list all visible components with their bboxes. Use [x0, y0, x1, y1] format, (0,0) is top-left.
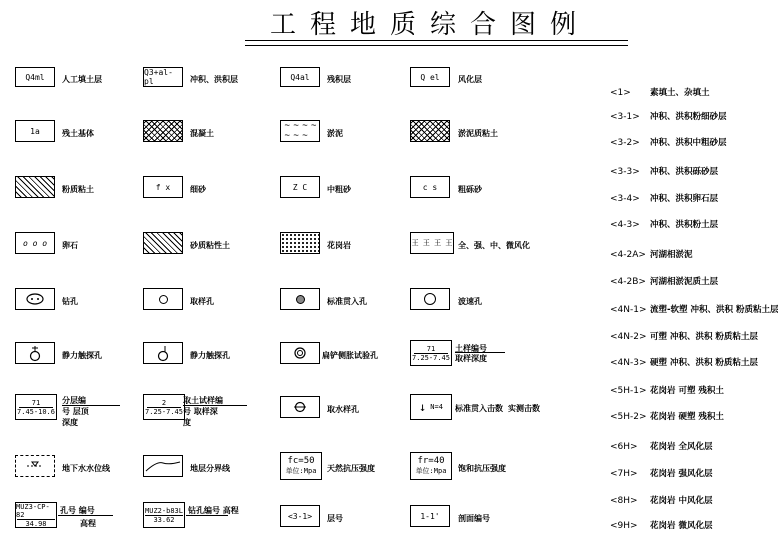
legend-label: 扁铲侧胀试验孔 [322, 351, 378, 360]
fr-value: fr=40 [417, 456, 445, 466]
symbol-box: f x [143, 176, 183, 198]
sample-number-box [143, 394, 185, 420]
legend-desc: 冲积、洪积粉细砂层 [650, 112, 727, 122]
cpt-hole-symbol [15, 342, 55, 364]
legend-desc: 可塑 冲积、洪积 粉质粘土层 [650, 332, 758, 342]
hole-id: MUZ2-b83L [145, 506, 183, 515]
symbol-box: 王 王 王 王 [410, 232, 454, 254]
symbol-box: Z C [280, 176, 320, 198]
legend-label: 标准贯入击数 [455, 404, 503, 413]
layer-top: 71 [31, 398, 41, 407]
spt-count: N=4 [430, 403, 443, 411]
symbol-box: c s [410, 176, 450, 198]
title-underline [245, 40, 628, 41]
symbol-box: Q4al [280, 67, 320, 87]
legend-label: 人工填土层 [62, 75, 102, 84]
legend-label: 钻孔 [62, 297, 78, 306]
borehole-symbol [15, 288, 55, 310]
legend-label: 砂质粘性土 [190, 241, 230, 250]
sample-bot: 7.25-7.45 [412, 353, 450, 362]
legend-label: 静力触探孔 [190, 351, 230, 360]
legend-label: 波速孔 [458, 297, 482, 306]
legend-desc: 冲积、洪积中粗砂层 [650, 138, 727, 148]
legend-row [610, 86, 710, 98]
concrete-pattern [143, 120, 183, 142]
arrow-down-icon: ↓ [419, 400, 427, 414]
legend-label: 风化层 [458, 75, 482, 84]
hole-elev: 33.62 [153, 515, 175, 524]
legend-label: 取样孔 [190, 297, 214, 306]
legend-label: 粉质粘土 [62, 185, 94, 194]
legend-desc: 花岗岩 硬塑 残积土 [650, 412, 724, 422]
legend-code: <5H-2> [610, 412, 647, 422]
legend-row [610, 440, 712, 452]
legend-label: 饱和抗压强度 [458, 464, 506, 473]
silty-clay-pattern [410, 120, 450, 142]
sample-bot: 7.25-7.45 [145, 407, 183, 416]
granite-pattern [280, 232, 320, 254]
legend-desc: 花岗岩 全风化层 [650, 442, 713, 452]
legend-code: <3-4> [610, 194, 640, 204]
legend-label: 卵石 [62, 241, 78, 250]
legend-label: 粗砾砂 [458, 185, 482, 194]
legend-label: 土样编号 [455, 344, 487, 353]
legend-row [610, 275, 718, 287]
legend-code: <4-2A> [610, 250, 646, 260]
legend-code: <4N-2> [610, 332, 647, 342]
legend-row [610, 110, 727, 122]
page-title: 工程地质综合图例 [269, 10, 590, 40]
water-sample-symbol [280, 396, 320, 418]
legend-label: 钻孔编号 高程 [188, 506, 239, 515]
legend-extra: 高程 [80, 519, 96, 528]
legend-row [610, 410, 724, 422]
legend-label: 取水样孔 [327, 405, 359, 414]
sandy-clay-pattern [143, 232, 183, 254]
legend-desc: 冲积、洪积砾砂层 [650, 167, 719, 177]
symbol-box: 1a [15, 120, 55, 142]
legend-code: <8H> [610, 496, 638, 506]
legend-label: 取土试样编号 取样深度 [183, 396, 223, 427]
legend-desc: 河湖相淤泥 [650, 250, 693, 260]
legend-label: 静力触探孔 [62, 351, 102, 360]
legend-code: <5H-1> [610, 386, 647, 396]
legend-row [610, 384, 724, 396]
legend-label: 全、强、中、微风化 [458, 241, 530, 250]
legend-desc: 硬塑 冲积、洪积 粉质粘土层 [650, 358, 758, 368]
symbol-box: Q3+al-pl [143, 67, 183, 87]
legend-row [610, 303, 778, 315]
legend-code: <4-2B> [610, 277, 646, 287]
legend-code: <4N-3> [610, 358, 647, 368]
legend-row [610, 330, 758, 342]
legend-row [610, 248, 693, 260]
legend-desc: 花岗岩 微风化层 [650, 521, 713, 531]
title-underline-2 [245, 45, 628, 46]
legend-row [610, 218, 718, 230]
legend-label: 残积层 [327, 75, 351, 84]
leader-line [455, 352, 505, 353]
fc-strength-box [280, 452, 322, 480]
symbol-box: Q4ml [15, 67, 55, 87]
leader-line [62, 405, 120, 406]
legend-label: 层号 [327, 514, 343, 523]
fc-unit: 单位:Mpa [285, 467, 317, 475]
hole-id: MUZ3-CP-82 [16, 502, 50, 519]
leader-line [183, 405, 247, 406]
legend-desc: 河湖相淤泥质土层 [650, 277, 719, 287]
legend-desc: 冲积、洪积卵石层 [650, 194, 719, 204]
legend-code: <3-3> [610, 167, 640, 177]
legend-row [610, 136, 727, 148]
sample-hole-symbol [143, 288, 183, 310]
hole-id-box [15, 502, 57, 528]
legend-label: 混凝土 [190, 129, 214, 138]
legend-code: <3-1> [610, 112, 640, 122]
spt-hole-symbol [280, 288, 320, 310]
legend-row [610, 165, 718, 177]
symbol-box: <3-1> [280, 505, 320, 527]
wave-hole-symbol [410, 288, 450, 310]
legend-code: <4N-1> [610, 305, 647, 315]
legend-label: 剖面编号 [458, 514, 490, 523]
legend-desc: 花岗岩 中风化层 [650, 496, 713, 506]
fr-strength-box [410, 452, 452, 480]
cpt-hole-2-symbol [143, 342, 183, 364]
legend-code: <9H> [610, 521, 638, 531]
legend-label: 花岗岩 [327, 241, 351, 250]
symbol-box: o o o [15, 232, 55, 254]
silt-pattern: ~ ~ ~ ~ ~ ~ ~ [280, 120, 320, 142]
legend-row [610, 356, 758, 368]
dmt-hole-symbol [280, 342, 320, 364]
sample-top: 2 [161, 398, 167, 407]
leader-line [58, 515, 113, 516]
legend-row [610, 519, 712, 531]
leader-line [186, 515, 228, 516]
legend-extra: 实测击数 [508, 404, 540, 413]
legend-label: 残土基体 [62, 129, 94, 138]
legend-label: 地下水水位线 [62, 464, 110, 473]
legend-label: 天然抗压强度 [327, 464, 375, 473]
legend-row [610, 494, 712, 506]
legend-label: 中粗砂 [327, 185, 351, 194]
boundary-symbol [143, 455, 183, 477]
soil-sample-box [410, 340, 452, 366]
legend-code: <6H> [610, 442, 638, 452]
fc-value: fc=50 [287, 456, 315, 466]
symbol-box: 1-1' [410, 505, 450, 527]
legend-label: 淤泥 [327, 129, 343, 138]
sample-top: 71 [426, 344, 436, 353]
legend-label: 细砂 [190, 185, 206, 194]
legend-desc: 花岗岩 可塑 残积土 [650, 386, 724, 396]
legend-label: 分层编号 层顶深度 [62, 396, 89, 427]
legend-desc: 花岗岩 强风化层 [650, 469, 713, 479]
legend-row [610, 192, 718, 204]
legend-code: <4-3> [610, 220, 640, 230]
layer-number-box [15, 394, 57, 420]
legend-label: 孔号 编号 [60, 506, 95, 515]
layer-bot: 7.45-10.6 [17, 407, 55, 416]
symbol-box: Q el [410, 67, 450, 87]
hole-elev: 34.98 [25, 519, 47, 528]
clay-pattern [15, 176, 55, 198]
legend-desc: 流塑-软塑 冲积、洪积 粉质粘土层 [650, 305, 778, 315]
legend-desc: 冲积、洪积粉土层 [650, 220, 719, 230]
legend-code: <3-2> [610, 138, 640, 148]
legend-label: 冲积、洪积层 [190, 75, 238, 84]
legend-row [610, 467, 712, 479]
spt-count-box [410, 394, 452, 420]
legend-label: 地层分界线 [190, 464, 230, 473]
fr-unit: 单位:Mpa [415, 467, 447, 475]
legend-label: 淤泥质粘土 [458, 129, 498, 138]
legend-desc: 素填土、杂填土 [650, 88, 710, 98]
water-level-symbol [15, 455, 55, 477]
legend-label: 标准贯入孔 [327, 297, 367, 306]
legend-code: <1> [610, 88, 631, 98]
hole-id-box-2 [143, 502, 185, 528]
legend-extra: 取样深度 [455, 354, 487, 363]
legend-code: <7H> [610, 469, 638, 479]
